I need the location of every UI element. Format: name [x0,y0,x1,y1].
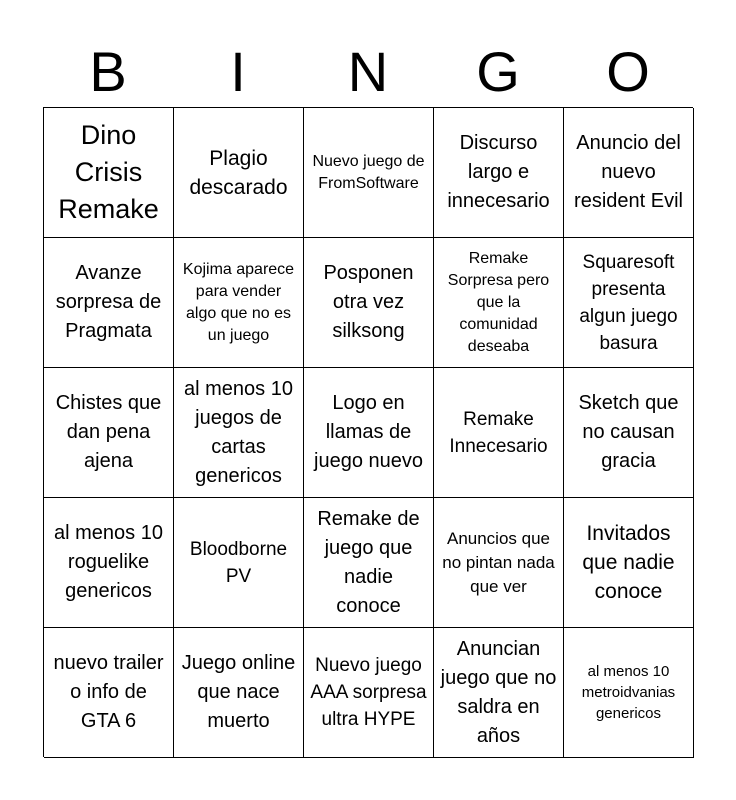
cell-text: Invitados que nadie conoce [582,522,675,603]
bingo-cell[interactable] [434,498,564,628]
title-letter-b: B [89,40,127,103]
bingo-cell[interactable] [44,238,174,368]
title-letter-i: I [230,40,246,103]
bingo-cell[interactable] [44,108,174,238]
bingo-cell[interactable] [564,628,694,758]
cell-text: Anuncian juego que no saldra en años [440,637,557,747]
cell-text: Anuncio del nuevo resident Evil [574,132,683,212]
bingo-cell[interactable] [304,108,434,238]
bingo-cell[interactable] [44,498,174,628]
cell-text: Chistes que dan pena ajena [55,392,162,472]
title-letter-o: O [606,40,650,103]
cell-text: al menos 10 juegos de cartas genericos [184,377,293,487]
cell-text: Anuncios que no pintan nada que ver [442,528,555,596]
bingo-cell[interactable] [174,368,304,498]
title-letter-g: G [476,40,520,103]
bingo-cell[interactable] [304,498,434,628]
bingo-cell[interactable] [304,628,434,758]
bingo-cell[interactable] [304,368,434,498]
cell-text: Squaresoft presenta algun juego basura [579,251,678,354]
bingo-cell[interactable] [44,628,174,758]
bingo-cell[interactable] [564,368,694,498]
bingo-title [43,38,693,106]
cell-text: Sketch que no causan gracia [578,392,679,472]
bingo-cell[interactable] [434,108,564,238]
cell-text: al menos 10 roguelike genericos [54,522,163,602]
bingo-cell[interactable] [174,498,304,628]
bingo-cell[interactable] [174,108,304,238]
cell-text: Posponen otra vez silksong [323,262,414,342]
bingo-board [43,107,693,757]
bingo-cell[interactable] [564,238,694,368]
cell-text: nuevo trailer o info de GTA 6 [53,652,164,732]
bingo-cell[interactable] [434,238,564,368]
cell-text: Kojima aparece para vender algo que no es un juego [182,260,295,344]
bingo-cell[interactable] [174,238,304,368]
title-letter-n: N [347,40,389,103]
bingo-cell[interactable] [564,108,694,238]
bingo-cell[interactable] [564,498,694,628]
cell-text: Remake de juego que nadie conoce [317,507,420,617]
bingo-cell[interactable] [434,368,564,498]
cell-text: Juego online que nace muerto [181,652,296,732]
cell-text: al menos 10 metroidvanias genericos [581,663,676,722]
cell-text: Avanze sorpresa de Pragmata [55,262,162,342]
cell-text: Discurso largo e innecesario [447,132,550,212]
bingo-cell[interactable] [304,238,434,368]
bingo-cell[interactable] [174,628,304,758]
cell-text: Remake Innecesario [449,408,548,457]
cell-text: Nuevo juego AAA sorpresa ultra HYPE [310,655,427,730]
cell-text: Plagio descarado [189,146,288,199]
bingo-cell[interactable] [434,628,564,758]
cell-text: Bloodborne PV [189,538,288,587]
cell-text: Dino Crisis Remake [58,120,159,224]
cell-text: Nuevo juego de FromSoftware [312,152,425,192]
cell-text: Logo en llamas de juego nuevo [314,392,423,472]
bingo-cell[interactable] [44,368,174,498]
cell-text: Remake Sorpresa pero que la comunidad deseaba [447,249,550,355]
